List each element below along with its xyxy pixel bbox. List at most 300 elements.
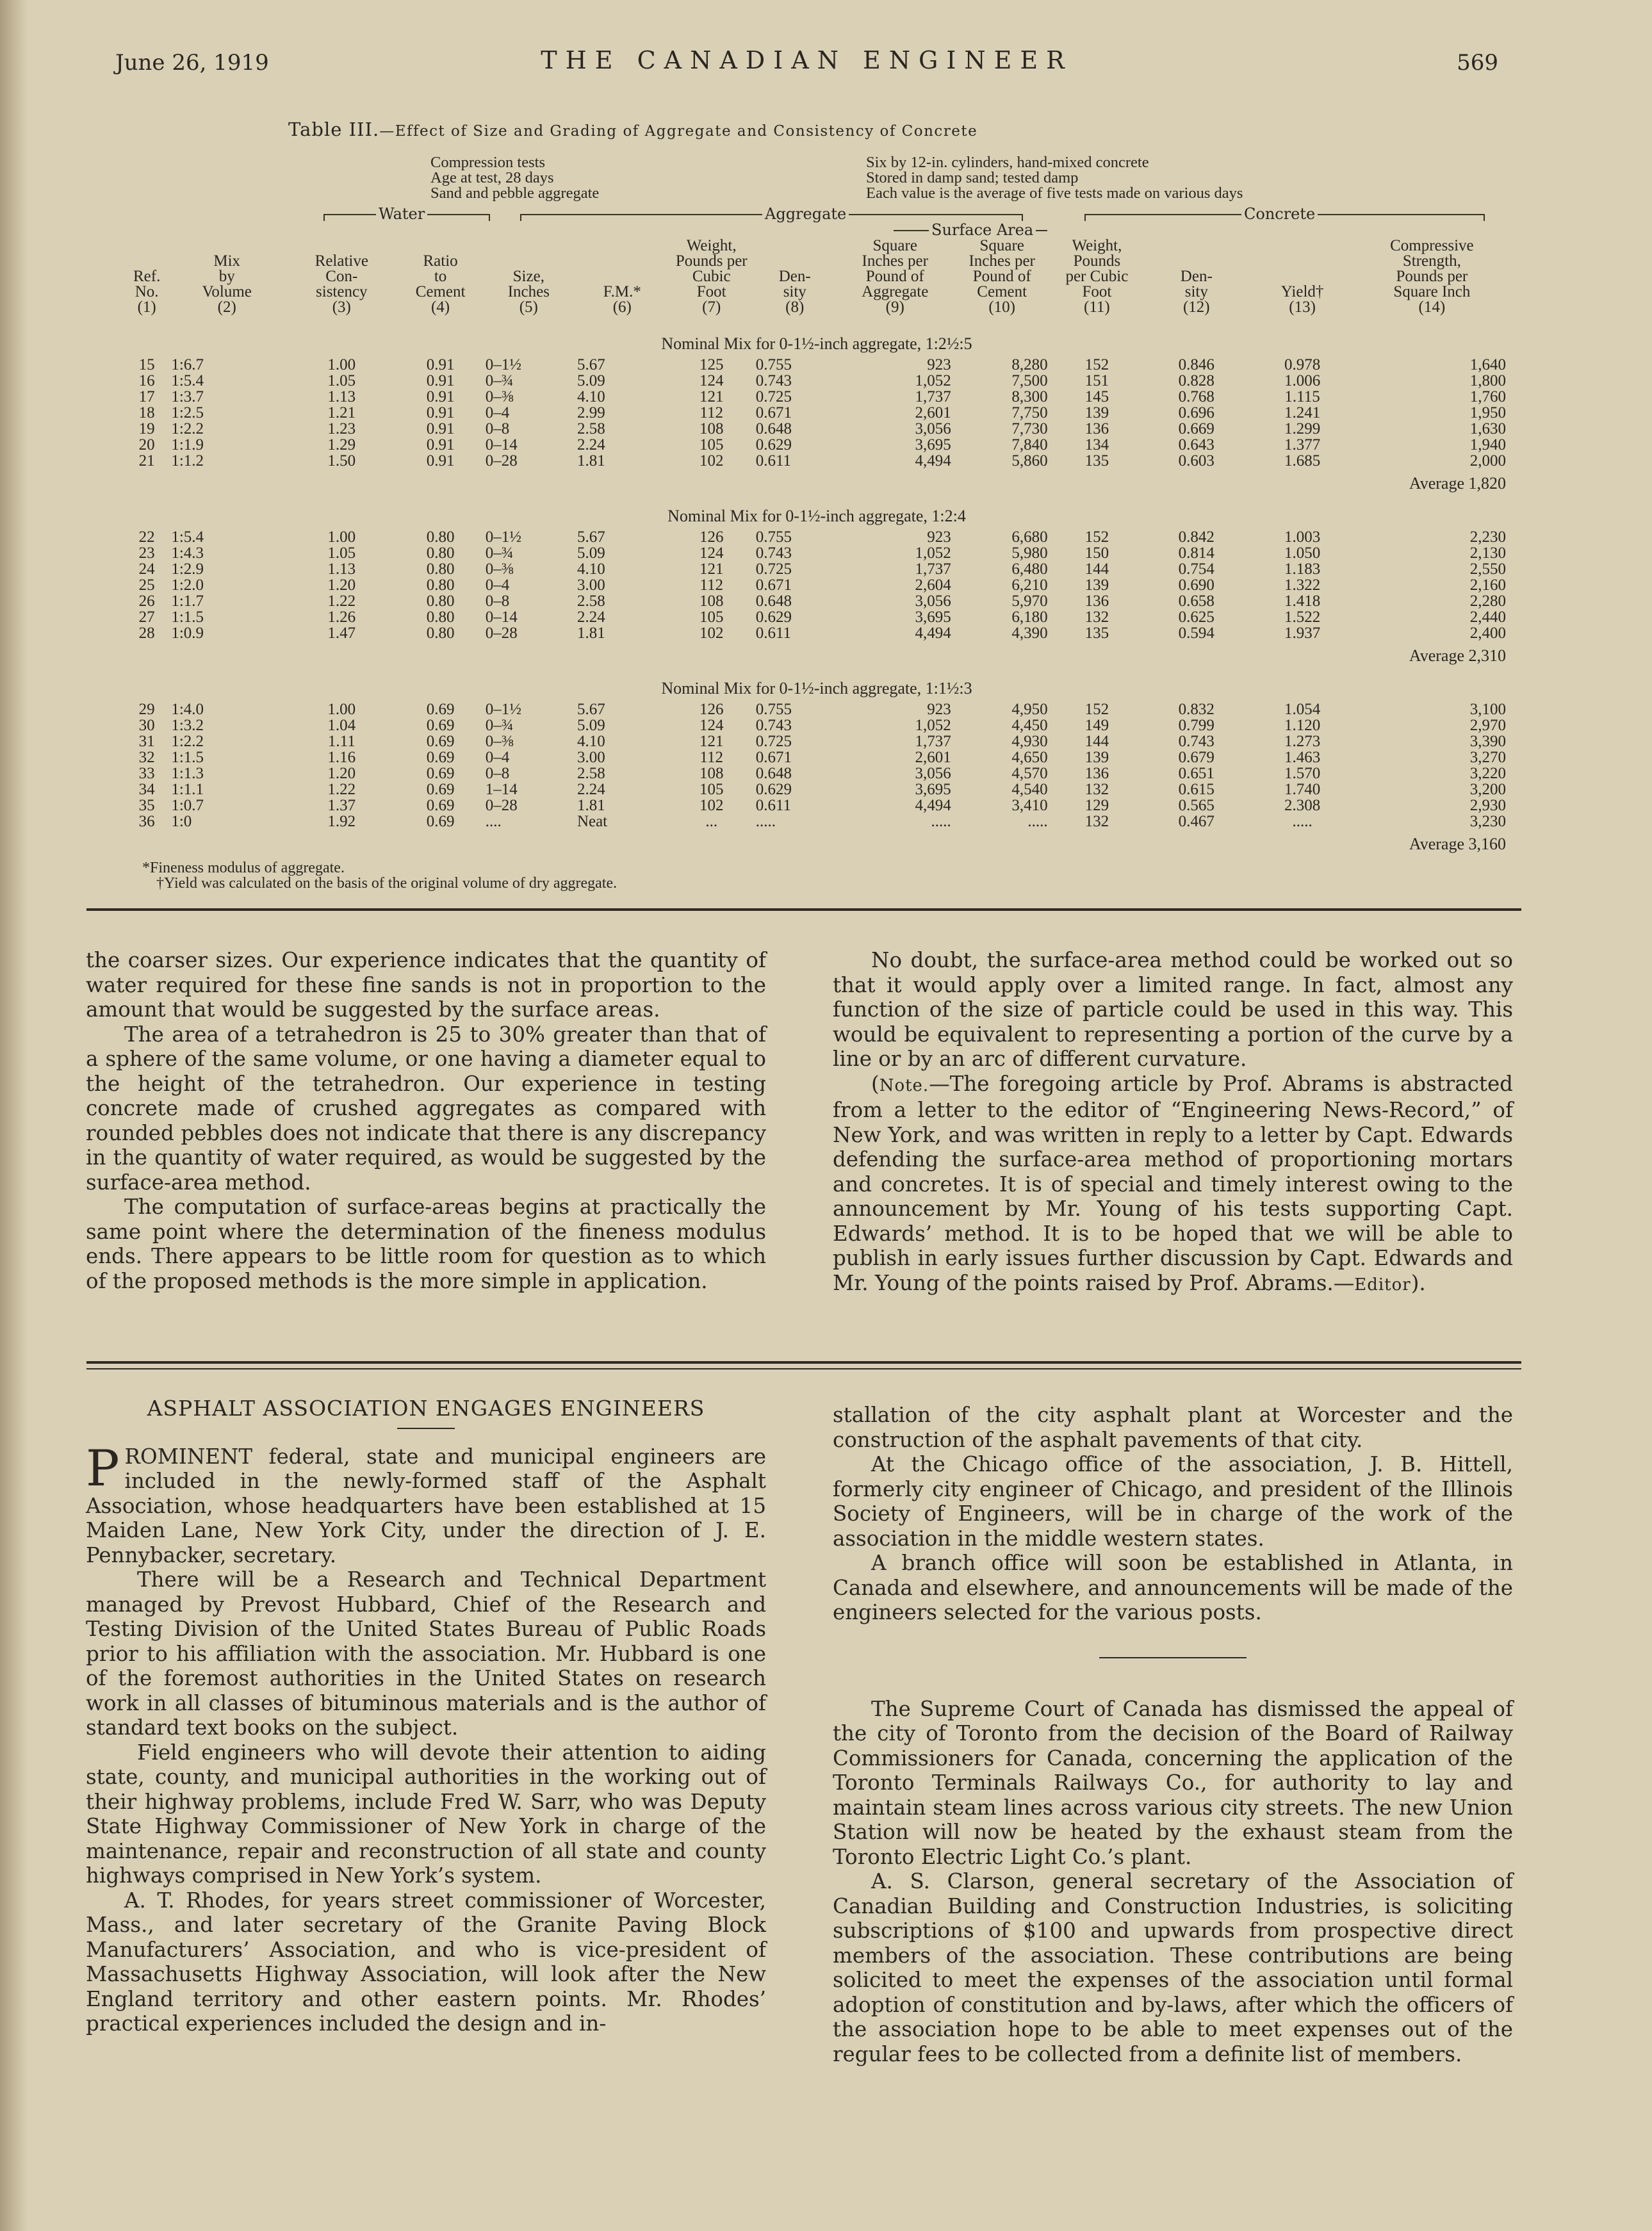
table-cell: 0.91 (426, 356, 455, 373)
footnote-fineness: *Fineness modulus of aggregate. (142, 860, 345, 876)
table-cell: 4,650 (1011, 749, 1048, 766)
table-cell: 126 (699, 528, 724, 546)
table-cell: 2,604 (915, 576, 951, 594)
paragraph: A branch office will soon be established in Atlanta, in Canada and elsewhere, and announcements will be made of the engineers selected for the various posts. (833, 1551, 1513, 1624)
table-cell: 0.842 (1178, 528, 1214, 546)
note-line: Age at test, 28 days (430, 169, 554, 186)
asphalt-article-left (86, 1396, 766, 2036)
table-cell: 132 (1084, 781, 1109, 798)
item-separator-rule (1099, 1657, 1247, 1658)
table-cell: 0.690 (1178, 576, 1214, 594)
table-cell: 0.743 (1178, 733, 1214, 750)
table-cell: 0–¾ (485, 544, 514, 562)
article-headline: ASPHALT ASSOCIATION ENGAGES ENGINEERS (147, 1396, 705, 1421)
table-cell: 0–4 (485, 749, 510, 766)
table-cell: 36 (138, 813, 155, 830)
note-label: Note. (879, 1075, 929, 1095)
table-cell: 22 (138, 528, 155, 546)
column-header: Den- sity (12) (1180, 268, 1213, 316)
table-cell: 1.006 (1284, 372, 1321, 389)
table-row (125, 373, 1509, 389)
table-cell: 0–¾ (485, 717, 514, 734)
paragraph: A. T. Rhodes, for years street commissioner of Worcester, Mass., and later secretary of the Granite Paving Block Manufacturers’ Association, and who is vice-president of Massachusetts Highway Association, will look after the New England territory and other eastern points. Mr. Rhodes’ practical experiences included the design and in- (86, 1888, 766, 2036)
table-cell: 1:2.2 (171, 733, 204, 750)
page-number: 569 (1457, 50, 1498, 76)
drop-cap: P (86, 1439, 120, 1498)
news-item-clarson: A. S. Clarson, general secretary of the Association of Canadian Building and Construction Industries, is soliciting subscriptions of $100 and upwards from prospective direct members of the association. These contributions are being solicited to meet the expenses of the association until formal adoption of constitution and by-laws, after which the officers of the association hope to be able to meet expenses out of the regular fees to be collected from a definite list of members. (833, 1869, 1513, 2066)
table-row (125, 545, 1509, 561)
table-row (125, 357, 1509, 373)
table-cell: 6,210 (1011, 576, 1048, 594)
table-cell: 5.67 (577, 528, 605, 546)
table-cell: 35 (138, 797, 155, 814)
table-row (125, 405, 1509, 421)
table-cell: 1:2.2 (171, 420, 204, 437)
asphalt-article-right (833, 1403, 1513, 2066)
table-cell: 135 (1084, 625, 1109, 642)
table-cell: 24 (138, 560, 155, 578)
table-cell: 0.611 (755, 797, 792, 814)
table-cell: 1.26 (327, 609, 356, 626)
table-row (125, 421, 1509, 437)
table-cell: 124 (699, 717, 724, 734)
table-cell: 2,550 (1469, 560, 1506, 578)
table-cell: 1.37 (327, 797, 356, 814)
table-cell: 1.418 (1284, 592, 1321, 610)
table-cell: 3,695 (915, 609, 951, 626)
table-cell: 0.603 (1178, 452, 1214, 470)
table-cell: 0–1½ (485, 528, 521, 546)
table-cell: 124 (699, 544, 724, 562)
section-heading-row (125, 328, 1509, 357)
table-cell: 0.80 (426, 544, 455, 562)
table-cell: 4,450 (1011, 717, 1048, 734)
table-row (125, 609, 1509, 625)
table-row (125, 797, 1509, 813)
table-cell: 7,840 (1011, 436, 1048, 454)
table-cell: 3,100 (1469, 701, 1506, 718)
table-cell: 0.69 (426, 813, 455, 830)
table-caption: —Effect of Size and Grading of Aggregate and Consistency of Concrete (379, 123, 978, 140)
table-cell: 2,400 (1469, 625, 1506, 642)
table-cell: 21 (138, 452, 155, 470)
table-cell: 0.743 (755, 544, 792, 562)
section-heading: Nominal Mix for 0-1½-inch aggregate, 1:1½:3 (661, 679, 972, 698)
table-cell: 0.725 (755, 560, 792, 578)
table-cell: 2.58 (577, 420, 605, 437)
table-cell: 149 (1084, 717, 1109, 734)
table-cell: 0.467 (1178, 813, 1214, 830)
table-cell: 25 (138, 576, 155, 594)
column-header: Relative Con- sistency (3) (315, 252, 368, 316)
table-cell: 1.81 (577, 797, 605, 814)
table-cell: 1.47 (327, 625, 356, 642)
table-cell: 1,737 (915, 733, 951, 750)
table-cell: 1:1.3 (171, 765, 204, 782)
table-label: Table III. (288, 118, 380, 140)
column-header: Size, Inches (5) (507, 268, 550, 316)
table-cell: 0.91 (426, 404, 455, 421)
table-cell: 112 (699, 749, 723, 766)
table-cell: 1.22 (327, 781, 356, 798)
column-header: F.M.* (6) (603, 283, 641, 316)
table-cell: 0.91 (426, 452, 455, 470)
table-cell: 144 (1084, 560, 1109, 578)
table-cell: 0.69 (426, 797, 455, 814)
table-cell: 5,970 (1011, 592, 1048, 610)
section-heading-row (125, 500, 1509, 529)
table-cell: 0.658 (1178, 592, 1214, 610)
lead-text: ROMINENT federal, state and municipal engineers are included in the newly-formed staff of the Asphalt Association, whose headquarters have been established at 15 Maiden Lane, New York City, under the direction of J. E. Pennybacker, secretary. (86, 1444, 766, 1567)
table-cell: 1:1.9 (171, 436, 204, 454)
table-cell: 139 (1084, 404, 1109, 421)
table-cell: 2.24 (577, 609, 605, 626)
table-cell: 4,494 (915, 452, 951, 470)
table-cell: 0.91 (426, 420, 455, 437)
table-cell: 125 (699, 356, 724, 373)
column-header: Weight, Pounds per Cubic Foot (11) (1065, 237, 1129, 316)
table-cell: 2.24 (577, 781, 605, 798)
table-cell: 0.755 (755, 528, 792, 546)
table-cell: 923 (927, 701, 951, 718)
table-cell: 1,630 (1469, 420, 1506, 437)
table-cell: 1,737 (915, 388, 951, 405)
table-cell: 102 (699, 625, 724, 642)
table-cell: 1.16 (327, 749, 356, 766)
table-cell: 105 (699, 609, 724, 626)
table-cell: 16 (138, 372, 155, 389)
table-cell: 0.80 (426, 592, 455, 610)
table-row (125, 593, 1509, 609)
paragraph: the coarser sizes. Our experience indicates that the quantity of water required for these fine sands is not in proportion to the amount that would be suggested by the surface areas. (86, 948, 766, 1022)
table-cell: 32 (138, 749, 155, 766)
table-cell: 1,052 (915, 544, 951, 562)
table-cell: 29 (138, 701, 155, 718)
table-cell: 4,570 (1011, 765, 1048, 782)
table-cell: 20 (138, 436, 155, 454)
table-cell: 0.91 (426, 436, 455, 454)
table-cell: 1.937 (1284, 625, 1321, 642)
table-cell: 28 (138, 625, 155, 642)
table-cell: 0.80 (426, 528, 455, 546)
table-cell: 1:0.9 (171, 625, 204, 642)
table-cell: 1.570 (1284, 765, 1321, 782)
column-header: Compressive Strength, Pounds per Square Inch (14) (1390, 237, 1474, 316)
column-header: Square Inches per Pound of Cement (10) (969, 237, 1035, 316)
table-cell: 2,160 (1469, 576, 1506, 594)
table-cell: 0.629 (755, 781, 792, 798)
table-cell: 4,494 (915, 625, 951, 642)
table-cell: 1–14 (485, 781, 518, 798)
table-cell: 2.58 (577, 765, 605, 782)
paragraph: At the Chicago office of the association, J. B. Hittell, formerly city engineer of Chicago, and president of the Illinois Society of Engineers, will be in charge of the work of the association in the middle western states. (833, 1452, 1513, 1551)
table-cell: 152 (1084, 528, 1109, 546)
paragraph: There will be a Research and Technical Department managed by Prevost Hubbard, Chief of the Research and Testing Division of the United States Bureau of Public Roads prior to his affiliation with the association. Mr. Hubbard is one of the foremost authorities in the United States on research work in all classes of bituminous materials and is the author of standard text books on the subject. (86, 1567, 766, 1740)
table-row (125, 813, 1509, 829)
table-cell: 0.69 (426, 765, 455, 782)
table-cell: 8,280 (1011, 356, 1048, 373)
table-cell: 4,950 (1011, 701, 1048, 718)
table-cell: 0–8 (485, 765, 510, 782)
table-cell: 132 (1084, 609, 1109, 626)
table-cell: 102 (699, 452, 724, 470)
table-bottom-rule (86, 908, 1521, 911)
table-cell: 0.754 (1178, 560, 1214, 578)
table-cell: 2.99 (577, 404, 605, 421)
table-cell: 1,052 (915, 372, 951, 389)
table-cell: 108 (699, 765, 724, 782)
section-double-rule-bottom (86, 1368, 1521, 1369)
table-cell: 0.651 (1178, 765, 1214, 782)
table-cell: 150 (1084, 544, 1109, 562)
table-cell: 0–⅜ (485, 733, 514, 750)
table-cell: 0.91 (426, 372, 455, 389)
table-cell: 6,180 (1011, 609, 1048, 626)
table-cell: 5.67 (577, 356, 605, 373)
table-row (125, 389, 1509, 405)
table-cell: 1,800 (1469, 372, 1506, 389)
table-cell: 1:4.3 (171, 544, 204, 562)
table-cell: 135 (1084, 452, 1109, 470)
table-cell: 4,390 (1011, 625, 1048, 642)
table-cell: 1:1.7 (171, 592, 204, 610)
table-cell: 0.565 (1178, 797, 1214, 814)
table-cell: 1.050 (1284, 544, 1321, 562)
table-cell: 0.743 (755, 717, 792, 734)
table-cell: 0.671 (755, 404, 792, 421)
table-cell: 2.308 (1284, 797, 1321, 814)
table-cell: 0.629 (755, 609, 792, 626)
average-row (125, 469, 1509, 500)
table-cell: 2,601 (915, 404, 951, 421)
column-header: Yield† (13) (1280, 283, 1324, 316)
table-cell: 923 (927, 356, 951, 373)
aggregate-group-label: Aggregate (762, 205, 849, 223)
table-cell: 8,300 (1011, 388, 1048, 405)
table-cell: 0–28 (485, 625, 518, 642)
column-header: Square Inches per Pound of Aggregate (9) (862, 237, 929, 316)
table-cell: 139 (1084, 576, 1109, 594)
table-cell: 1.322 (1284, 576, 1321, 594)
column-header: Den- sity (8) (778, 268, 811, 316)
table-cell: 1:5.4 (171, 528, 204, 546)
table-cell: 0.80 (426, 576, 455, 594)
table-cell: 4.10 (577, 560, 605, 578)
table-cell: 0–8 (485, 592, 510, 610)
note-line: Stored in damp sand; tested damp (866, 169, 1079, 186)
table-cell: 0.615 (1178, 781, 1214, 798)
table-cell: 7,500 (1011, 372, 1048, 389)
table-cell: 1.685 (1284, 452, 1321, 470)
table-cell: 0.669 (1178, 420, 1214, 437)
table-row (125, 701, 1509, 717)
table-cell: 2.58 (577, 592, 605, 610)
table-cell: 2.24 (577, 436, 605, 454)
table-cell: 17 (138, 388, 155, 405)
table-cell: 1:4.0 (171, 701, 204, 718)
table-cell: 1:6.7 (171, 356, 204, 373)
table-cell: 1.23 (327, 420, 356, 437)
concrete-group-brace (1084, 205, 1485, 224)
table-cell: 0.648 (755, 765, 792, 782)
table-cell: 1,640 (1469, 356, 1506, 373)
table-cell: 2,440 (1469, 609, 1506, 626)
running-head (115, 45, 1498, 83)
table-cell: 1.377 (1284, 436, 1321, 454)
table-row (125, 529, 1509, 545)
table-cell: 0.648 (755, 592, 792, 610)
paragraph: The area of a tetrahedron is 25 to 30% greater than that of a sphere of the same volume, or one having a diameter equal to the height of the tetrahedron. Our experience in testing concrete made of crushed aggregates as compared with rounded pebbles does not indicate that there is any discrepancy in the quantity of water required, as would be suggested by the surface-area method. (86, 1022, 766, 1195)
table-cell: 3,270 (1469, 749, 1506, 766)
table-cell: 0.671 (755, 576, 792, 594)
table-cell: 5.67 (577, 701, 605, 718)
table-cell: 3.00 (577, 576, 605, 594)
table-cell: 1.11 (327, 733, 356, 750)
table-cell: 3,220 (1469, 765, 1506, 782)
table-cell: 1.115 (1284, 388, 1320, 405)
table-cell: 1.241 (1284, 404, 1321, 421)
table-cell: 4.10 (577, 733, 605, 750)
editor-note: (Note.—The foregoing article by Prof. Abrams is abstracted from a letter to the editor of “Engineering News-Record,” of New York, and was written in reply to a letter by Capt. Edwards defending the surface-area method of proportioning mortars and concretes. It is of special and timely interest owing to the announcement by Mr. Young of his tests supporting Capt. Edwards’ method. It is to be hoped that we will be able to publish in early issues further discussion by Capt. Edwards and Mr. Young of the points raised by Prof. Abrams.—Editor). (833, 1071, 1513, 1295)
table-cell: 1,737 (915, 560, 951, 578)
table-row (125, 749, 1509, 765)
table-row (125, 717, 1509, 733)
table-cell: 0.814 (1178, 544, 1214, 562)
table-row (125, 765, 1509, 781)
column-header: Ref. No. (1) (133, 268, 161, 316)
table-cell: 0–4 (485, 404, 510, 421)
table-cell: 1.054 (1284, 701, 1321, 718)
table-cell: 0.755 (755, 701, 792, 718)
section-average: Average 2,310 (1409, 646, 1506, 665)
table-cell: ..... (1292, 813, 1313, 830)
table-cell: ..... (931, 813, 951, 830)
table-cell: 6,480 (1011, 560, 1048, 578)
table-cell: 0–14 (485, 609, 518, 626)
table-cell: 121 (699, 560, 724, 578)
table-cell: 1.740 (1284, 781, 1321, 798)
note-line: Each value is the average of five tests made on various days (866, 184, 1243, 202)
table-cell: 0.91 (426, 388, 455, 405)
surface-area-label: Surface Area (929, 221, 1036, 239)
table-cell: 1:3.7 (171, 388, 204, 405)
water-group-label: Water (376, 205, 427, 223)
table-cell: 0.611 (755, 452, 792, 470)
table-cell: 0.69 (426, 733, 455, 750)
table-cell: 1.81 (577, 452, 605, 470)
table-cell: 1.50 (327, 452, 356, 470)
table-cell: 1,052 (915, 717, 951, 734)
table-cell: 0.643 (1178, 436, 1214, 454)
table-cell: 1.00 (327, 356, 356, 373)
table-cell: 0.671 (755, 749, 792, 766)
table-cell: 0.69 (426, 781, 455, 798)
table-cell: 1.003 (1284, 528, 1321, 546)
table-cell: 23 (138, 544, 155, 562)
table-cell: 139 (1084, 749, 1109, 766)
table-cell: 0.743 (755, 372, 792, 389)
aggregate-concrete-table (125, 238, 1509, 861)
note-line: Sand and pebble aggregate (430, 184, 600, 202)
table-cell: 3,056 (915, 420, 951, 437)
table-cell: 6,680 (1011, 528, 1048, 546)
table-cell: .... (485, 813, 502, 830)
table-cell: Neat (577, 813, 608, 830)
section-double-rule-top (86, 1361, 1521, 1364)
column-header: Ratio to Cement (4) (415, 252, 466, 316)
table-cell: 0.696 (1178, 404, 1214, 421)
table-cell: 0.679 (1178, 749, 1214, 766)
table-cell: 1.120 (1284, 717, 1321, 734)
table-cell: 3,200 (1469, 781, 1506, 798)
table-cell: 0.69 (426, 701, 455, 718)
table-cell: 136 (1084, 592, 1109, 610)
table-cell: 1.04 (327, 717, 356, 734)
table-row (125, 781, 1509, 797)
table-notes-right (866, 155, 1243, 201)
table-cell: 1.92 (327, 813, 356, 830)
table-cell: 7,730 (1011, 420, 1048, 437)
table-cell: 1.00 (327, 701, 356, 718)
table-row (125, 437, 1509, 453)
table-cell: 152 (1084, 356, 1109, 373)
footnote-yield: †Yield was calculated on the basis of the original volume of dry aggregate. (156, 875, 617, 892)
table-cell: 4.10 (577, 388, 605, 405)
table-cell: 0–1½ (485, 356, 521, 373)
table-cell: 33 (138, 765, 155, 782)
table-cell: 1.183 (1284, 560, 1321, 578)
paragraph: The computation of surface-areas begins at practically the same point where the determination of the fineness modulus ends. There appears to be little room for question as to which of the proposed methods is the more simple in application. (86, 1195, 766, 1293)
table-cell: 2,230 (1469, 528, 1506, 546)
section-heading: Nominal Mix for 0-1½-inch aggregate, 1:2:4 (667, 507, 966, 525)
table-cell: 15 (138, 356, 155, 373)
table-cell: 1,760 (1469, 388, 1506, 405)
section-average: Average 3,160 (1409, 835, 1506, 853)
average-row (125, 829, 1509, 861)
table-cell: 0–1½ (485, 701, 521, 718)
table-cell: 31 (138, 733, 155, 750)
water-group-brace (323, 205, 490, 224)
table-cell: 1:1.5 (171, 609, 204, 626)
news-item-toronto-appeal: The Supreme Court of Canada has dismissed the appeal of the city of Toronto from the decision of the Board of Railway Commissioners for Canada, concerning the application of the Toronto Terminals Railways Co., for authority to lay and maintain steam lines across various city streets. The new Union Station will now be heated by the exhaust steam from the Toronto Electric Light Co.’s plant. (833, 1696, 1513, 1869)
table-cell: 19 (138, 420, 155, 437)
table-header-row (125, 238, 1509, 315)
journal-title: THE CANADIAN ENGINEER (541, 46, 1073, 74)
table-footnotes (142, 860, 617, 891)
table-cell: 112 (699, 576, 723, 594)
table-cell: 27 (138, 609, 155, 626)
table-cell: 3,410 (1011, 797, 1048, 814)
table-cell: 1:1.1 (171, 781, 204, 798)
column-header: Weight, Pounds per Cubic Foot (7) (675, 237, 748, 316)
paragraph: No doubt, the surface-area method could be worked out so that it would apply over a limited range. In fact, almost any function of the size of particle could be used in this way. This would be equivalent to representing a portion of the curve by a line or by an arc of different curvature. (833, 948, 1513, 1071)
table-cell: 0.69 (426, 749, 455, 766)
table-cell: 108 (699, 420, 724, 437)
table-cell: 1.20 (327, 576, 356, 594)
table-cell: 1.22 (327, 592, 356, 610)
table-cell: 18 (138, 404, 155, 421)
table-cell: 134 (1084, 436, 1109, 454)
editor-signature: Editor (1354, 1275, 1411, 1295)
table-row (125, 625, 1509, 641)
article-right-column (833, 948, 1513, 1297)
table-cell: 129 (1084, 797, 1109, 814)
average-row (125, 641, 1509, 673)
paragraph: Field engineers who will devote their attention to aiding state, county, and municipal authorities in the working out of their highway problems, include Fred W. Sarr, who was Deputy State Highway Commissioner of New York in charge of the maintenance, repair and reconstruction of all state and county highways comprised in New York’s system. (86, 1740, 766, 1888)
table-cell: ..... (1027, 813, 1048, 830)
table-cell: 0.768 (1178, 388, 1214, 405)
table-cell: 1:2.0 (171, 576, 204, 594)
